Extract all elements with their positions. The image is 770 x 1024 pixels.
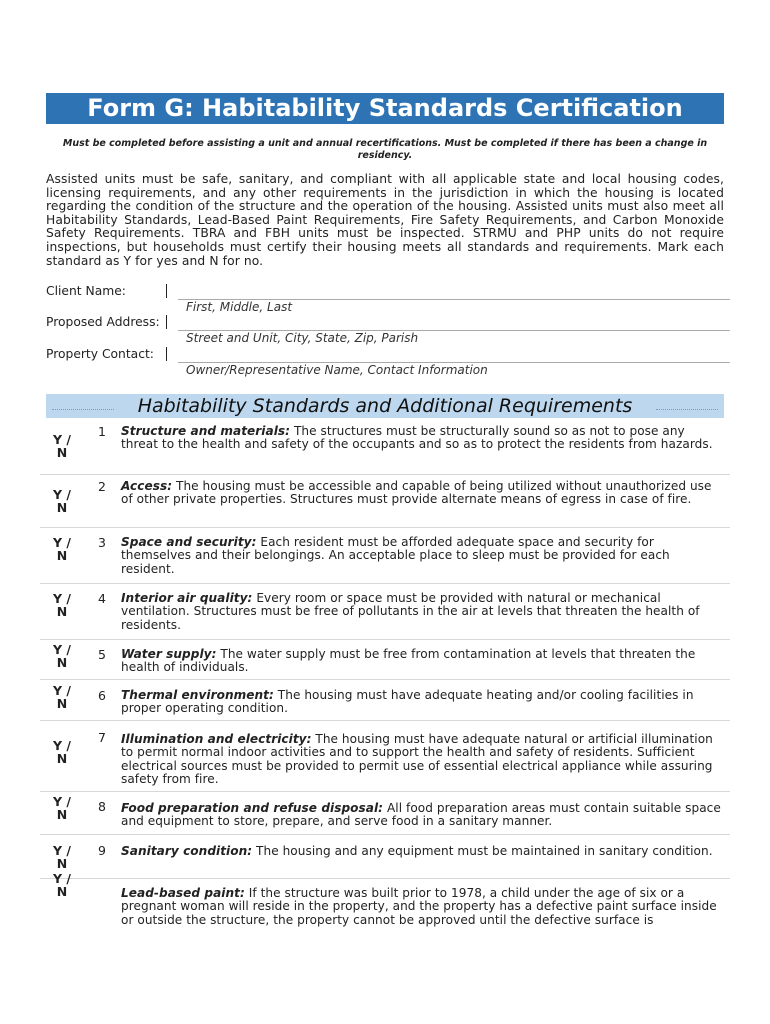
requirement-number: 8 xyxy=(98,799,106,814)
requirement-number: 5 xyxy=(98,647,106,662)
requirement-name: Thermal environment: xyxy=(121,688,274,702)
requirement-text xyxy=(121,480,721,507)
client-name-hint: First, Middle, Last xyxy=(186,300,293,314)
yes-no-mark[interactable]: Y / N xyxy=(53,843,71,871)
requirement-name: Illumination and electricity: xyxy=(121,732,312,746)
yes-no-mark[interactable]: Y / N xyxy=(53,871,71,899)
requirement-name: Water supply: xyxy=(121,647,217,661)
row-divider xyxy=(40,639,730,640)
client-name-label: Client Name: xyxy=(46,284,126,298)
requirement-description: All food preparation areas must contain suitable space and equipment to store, prepare, and serve food in a sanitary manner. xyxy=(121,801,721,829)
requirement-name: Food preparation and refuse disposal: xyxy=(121,801,384,815)
requirement-description: Every room or space must be provided with natural or mechanical ventilation. Structures must be free of pollutants in the air at levels that threaten the health of residents. xyxy=(121,591,700,632)
requirement-description: If the structure was built prior to 1978, a child under the age of six or a pregnant woman will reside in the property, and the property has a defective paint surface inside or outside the structure, the property cannot be approved until the defective surface is xyxy=(121,886,717,927)
requirement-number: 7 xyxy=(98,730,106,745)
requirement-text xyxy=(121,648,721,675)
intro-paragraph: Assisted units must be safe, sanitary, and compliant with all applicable state and local housing codes, licensing requirements, and any other requirements in the jurisdiction in which the housing is located regarding the condition of the structure and the operation of the housing. Assisted units must also meet all Habitability Standards, Lead-Based Paint Requirements, Fire Safety Requirements, and Carbon Monoxide Safety Requirements. TBRA and FBH units must be inspected. STRMU and PHP units do not require inspections, but households must certify their housing meets all standards and requirements. Mark each standard as Y for yes and N for no. xyxy=(46,172,724,268)
row-divider xyxy=(40,834,730,835)
requirement-name: Lead-based paint: xyxy=(121,886,245,900)
requirement-text xyxy=(121,733,721,787)
client-name-field[interactable] xyxy=(46,284,730,314)
form-title: Form G: Habitability Standards Certification xyxy=(46,93,724,124)
requirement-description: The water supply must be free from contamination at levels that threaten the health of individuals. xyxy=(121,647,696,675)
row-divider xyxy=(40,791,730,792)
yes-no-mark[interactable]: Y / N xyxy=(53,432,71,460)
proposed-address-field[interactable] xyxy=(46,315,730,345)
field-divider xyxy=(166,284,167,298)
section-header xyxy=(46,394,724,418)
row-divider xyxy=(40,527,730,528)
requirement-number: 3 xyxy=(98,535,106,550)
requirement-number: 6 xyxy=(98,688,106,703)
yes-no-mark[interactable]: Y / N xyxy=(53,683,71,711)
requirement-name: Sanitary condition: xyxy=(121,844,253,858)
requirement-text xyxy=(121,887,721,927)
proposed-address-label: Proposed Address: xyxy=(46,315,160,329)
requirement-number: 4 xyxy=(98,591,106,606)
requirement-name: Space and security: xyxy=(121,535,257,549)
requirement-description: The housing and any equipment must be maintained in sanitary condition. xyxy=(252,844,713,858)
requirement-number: 9 xyxy=(98,843,106,858)
requirement-description: The housing must have adequate heating and/or cooling facilities in proper operating condition. xyxy=(121,688,694,716)
yes-no-mark[interactable]: Y / N xyxy=(53,794,71,822)
row-divider xyxy=(40,583,730,584)
form-subtitle: Must be completed before assisting a unit and annual recertifications. Must be completed if there has been a change in residency. xyxy=(62,138,708,161)
requirement-name: Structure and materials: xyxy=(121,424,291,438)
requirement-text xyxy=(121,689,721,716)
section-title: Habitability Standards and Additional Requirements xyxy=(137,395,633,417)
field-divider xyxy=(166,315,167,329)
requirement-text xyxy=(121,536,721,576)
field-divider xyxy=(166,347,167,361)
requirement-text xyxy=(121,592,721,632)
property-contact-label: Property Contact: xyxy=(46,347,154,361)
requirement-number: 2 xyxy=(98,479,106,494)
yes-no-mark[interactable]: Y / N xyxy=(53,487,71,515)
row-divider xyxy=(40,720,730,721)
property-contact-hint: Owner/Representative Name, Contact Information xyxy=(186,363,488,377)
requirement-name: Interior air quality: xyxy=(121,591,253,605)
requirement-description: Each resident must be afforded adequate space and security for themselves and their belongings. An acceptable place to sleep must be provided for each resident. xyxy=(121,535,670,576)
yes-no-mark[interactable]: Y / N xyxy=(53,535,71,563)
requirement-text xyxy=(121,845,721,858)
yes-no-mark[interactable]: Y / N xyxy=(53,738,71,766)
requirement-description: The housing must have adequate natural or artificial illumination to permit normal indoor activities and to support the health and safety of residents. Sufficient electrical sources must be provided to permit use of essential electrical appliance while assuring safety from fire. xyxy=(121,732,713,787)
requirement-number: 1 xyxy=(98,424,106,439)
row-divider xyxy=(40,878,730,879)
yes-no-mark[interactable]: Y / N xyxy=(53,642,71,670)
yes-no-mark[interactable]: Y / N xyxy=(53,591,71,619)
requirement-name: Access: xyxy=(121,479,173,493)
row-divider xyxy=(40,474,730,475)
requirement-text xyxy=(121,802,721,829)
property-contact-field[interactable] xyxy=(46,347,730,377)
proposed-address-hint: Street and Unit, City, State, Zip, Parish xyxy=(186,331,419,345)
requirement-text xyxy=(121,425,721,452)
requirement-description: The structures must be structurally sound so as not to pose any threat to the health and safety of the occupants and so as to protect the residents from hazards. xyxy=(121,424,713,452)
requirement-description: The housing must be accessible and capable of being utilized without unauthorized use of other private properties. Structures must provide alternate means of egress in case of fire. xyxy=(121,479,712,507)
row-divider xyxy=(40,679,730,680)
